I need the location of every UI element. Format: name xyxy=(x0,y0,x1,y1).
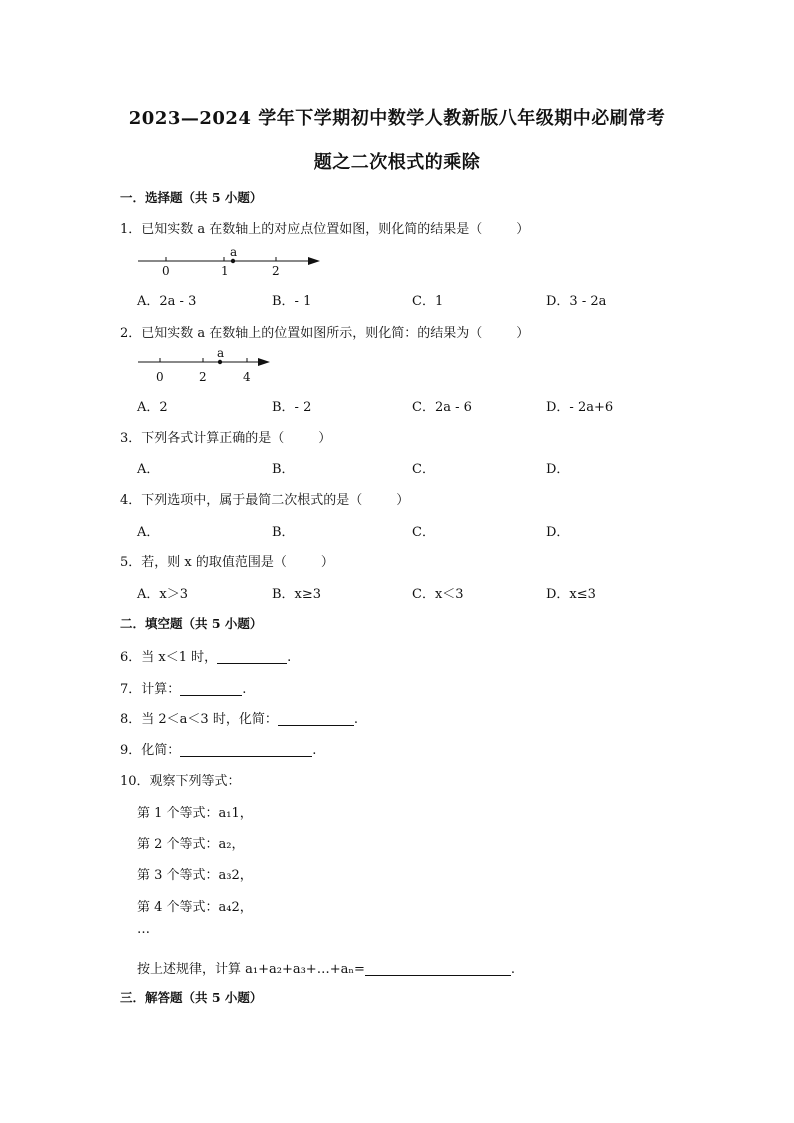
tick-label: 2 xyxy=(199,370,207,384)
option-b[interactable]: B． xyxy=(272,462,295,477)
point-a xyxy=(218,360,222,364)
equation-2: 第 2 个等式：a₂， xyxy=(137,837,245,852)
number-line-q2 xyxy=(136,345,276,385)
section-heading-solve: 三．解答题（共 5 小题） xyxy=(120,990,263,1005)
question-9-end: . xyxy=(312,743,317,758)
tick-label: 0 xyxy=(162,264,170,278)
answer-blank[interactable] xyxy=(365,961,511,976)
question-7-end: . xyxy=(242,682,247,697)
question-8-text: 8．当 2＜a＜3 时，化简： xyxy=(120,712,278,727)
question-10-rule-text: 按上述规律，计算 a₁+a₂+a₃+…+aₙ= xyxy=(137,962,365,977)
question-4-text: 4．下列选项中，属于最简二次根式的是（ xyxy=(120,493,363,508)
tick-label: 2 xyxy=(272,264,280,278)
question-6-end: . xyxy=(287,650,292,665)
point-a xyxy=(231,259,235,263)
option-b[interactable]: B．x≥3 xyxy=(272,587,322,602)
option-d[interactable]: D． xyxy=(546,525,570,540)
arrow-head-icon xyxy=(308,257,320,265)
question-9 xyxy=(120,739,316,758)
answer-blank[interactable] xyxy=(278,711,354,726)
question-1-text: 1．已知实数 a 在数轴上的对应点位置如图，则化简的结果是（ xyxy=(120,222,483,237)
question-5-text: 5．若，则 x 的取值范围是（ xyxy=(120,555,287,570)
section-heading-choice: 一．选择题（共 5 小题） xyxy=(120,190,263,205)
option-c[interactable]: C．x＜3 xyxy=(412,587,464,602)
question-10-end: . xyxy=(510,962,515,977)
page-title-line2: 题之二次根式的乘除 xyxy=(313,152,481,173)
answer-blank[interactable] xyxy=(180,742,312,757)
number-line-q1 xyxy=(136,244,326,278)
option-a[interactable]: A． xyxy=(137,525,160,540)
option-c[interactable]: C． xyxy=(412,525,435,540)
option-c[interactable]: C．2a - 6 xyxy=(412,400,472,415)
question-10: 10．观察下列等式： xyxy=(120,774,241,789)
option-d[interactable]: D．3 - 2a xyxy=(546,294,607,309)
option-d[interactable]: D．x≤3 xyxy=(546,587,596,602)
point-a-label: a xyxy=(230,245,238,259)
answer-blank[interactable] xyxy=(180,681,242,696)
option-a[interactable]: A．2 xyxy=(137,400,168,415)
option-b[interactable]: B．- 1 xyxy=(272,294,312,309)
page-title-line1: 2023—2024 学年下学期初中数学人教新版八年级期中必刷常考 xyxy=(128,108,666,129)
question-5 xyxy=(120,551,334,570)
question-2-close-paren: ） xyxy=(516,326,530,341)
tick-label: 4 xyxy=(243,370,251,384)
answer-blank[interactable] xyxy=(217,649,287,664)
question-8 xyxy=(120,708,358,727)
option-d[interactable]: D．- 2a+6 xyxy=(546,400,614,415)
arrow-head-icon xyxy=(258,358,270,366)
option-c[interactable]: C． xyxy=(412,462,435,477)
question-9-text: 9．化简： xyxy=(120,743,181,758)
question-2 xyxy=(120,322,529,341)
question-10-rule xyxy=(137,958,515,977)
option-a[interactable]: A．2a - 3 xyxy=(137,294,197,309)
question-8-end: . xyxy=(353,712,358,727)
question-3-close-paren: ） xyxy=(318,431,332,446)
option-a[interactable]: A． xyxy=(137,462,160,477)
question-3-text: 3．下列各式计算正确的是（ xyxy=(120,431,285,446)
tick-label: 0 xyxy=(156,370,164,384)
option-c[interactable]: C．1 xyxy=(412,294,444,309)
question-4 xyxy=(120,489,409,508)
question-1 xyxy=(120,218,529,237)
equation-1: 第 1 个等式：a₁1， xyxy=(137,806,253,821)
tick-label: 1 xyxy=(221,264,229,278)
equation-3: 第 3 个等式：a₃2， xyxy=(137,868,253,883)
question-6 xyxy=(120,646,291,665)
question-7-text: 7．计算： xyxy=(120,682,181,697)
option-b[interactable]: B． xyxy=(272,525,295,540)
option-a[interactable]: A．x＞3 xyxy=(137,587,188,602)
section-heading-fill-blank: 二．填空题（共 5 小题） xyxy=(120,616,263,631)
question-7 xyxy=(120,678,246,697)
option-b[interactable]: B．- 2 xyxy=(272,400,312,415)
point-a-label: a xyxy=(217,346,225,360)
question-4-close-paren: ） xyxy=(396,493,410,508)
question-2-text: 2．已知实数 a 在数轴上的位置如图所示，则化简：的结果为（ xyxy=(120,326,483,341)
equation-4: 第 4 个等式：a₄2， xyxy=(137,900,253,915)
question-5-close-paren: ） xyxy=(320,555,334,570)
question-3 xyxy=(120,427,331,446)
question-6-text: 6．当 x＜1 时， xyxy=(120,650,218,665)
option-d[interactable]: D． xyxy=(546,462,570,477)
ellipsis: … xyxy=(137,922,150,937)
question-1-close-paren: ） xyxy=(516,222,530,237)
